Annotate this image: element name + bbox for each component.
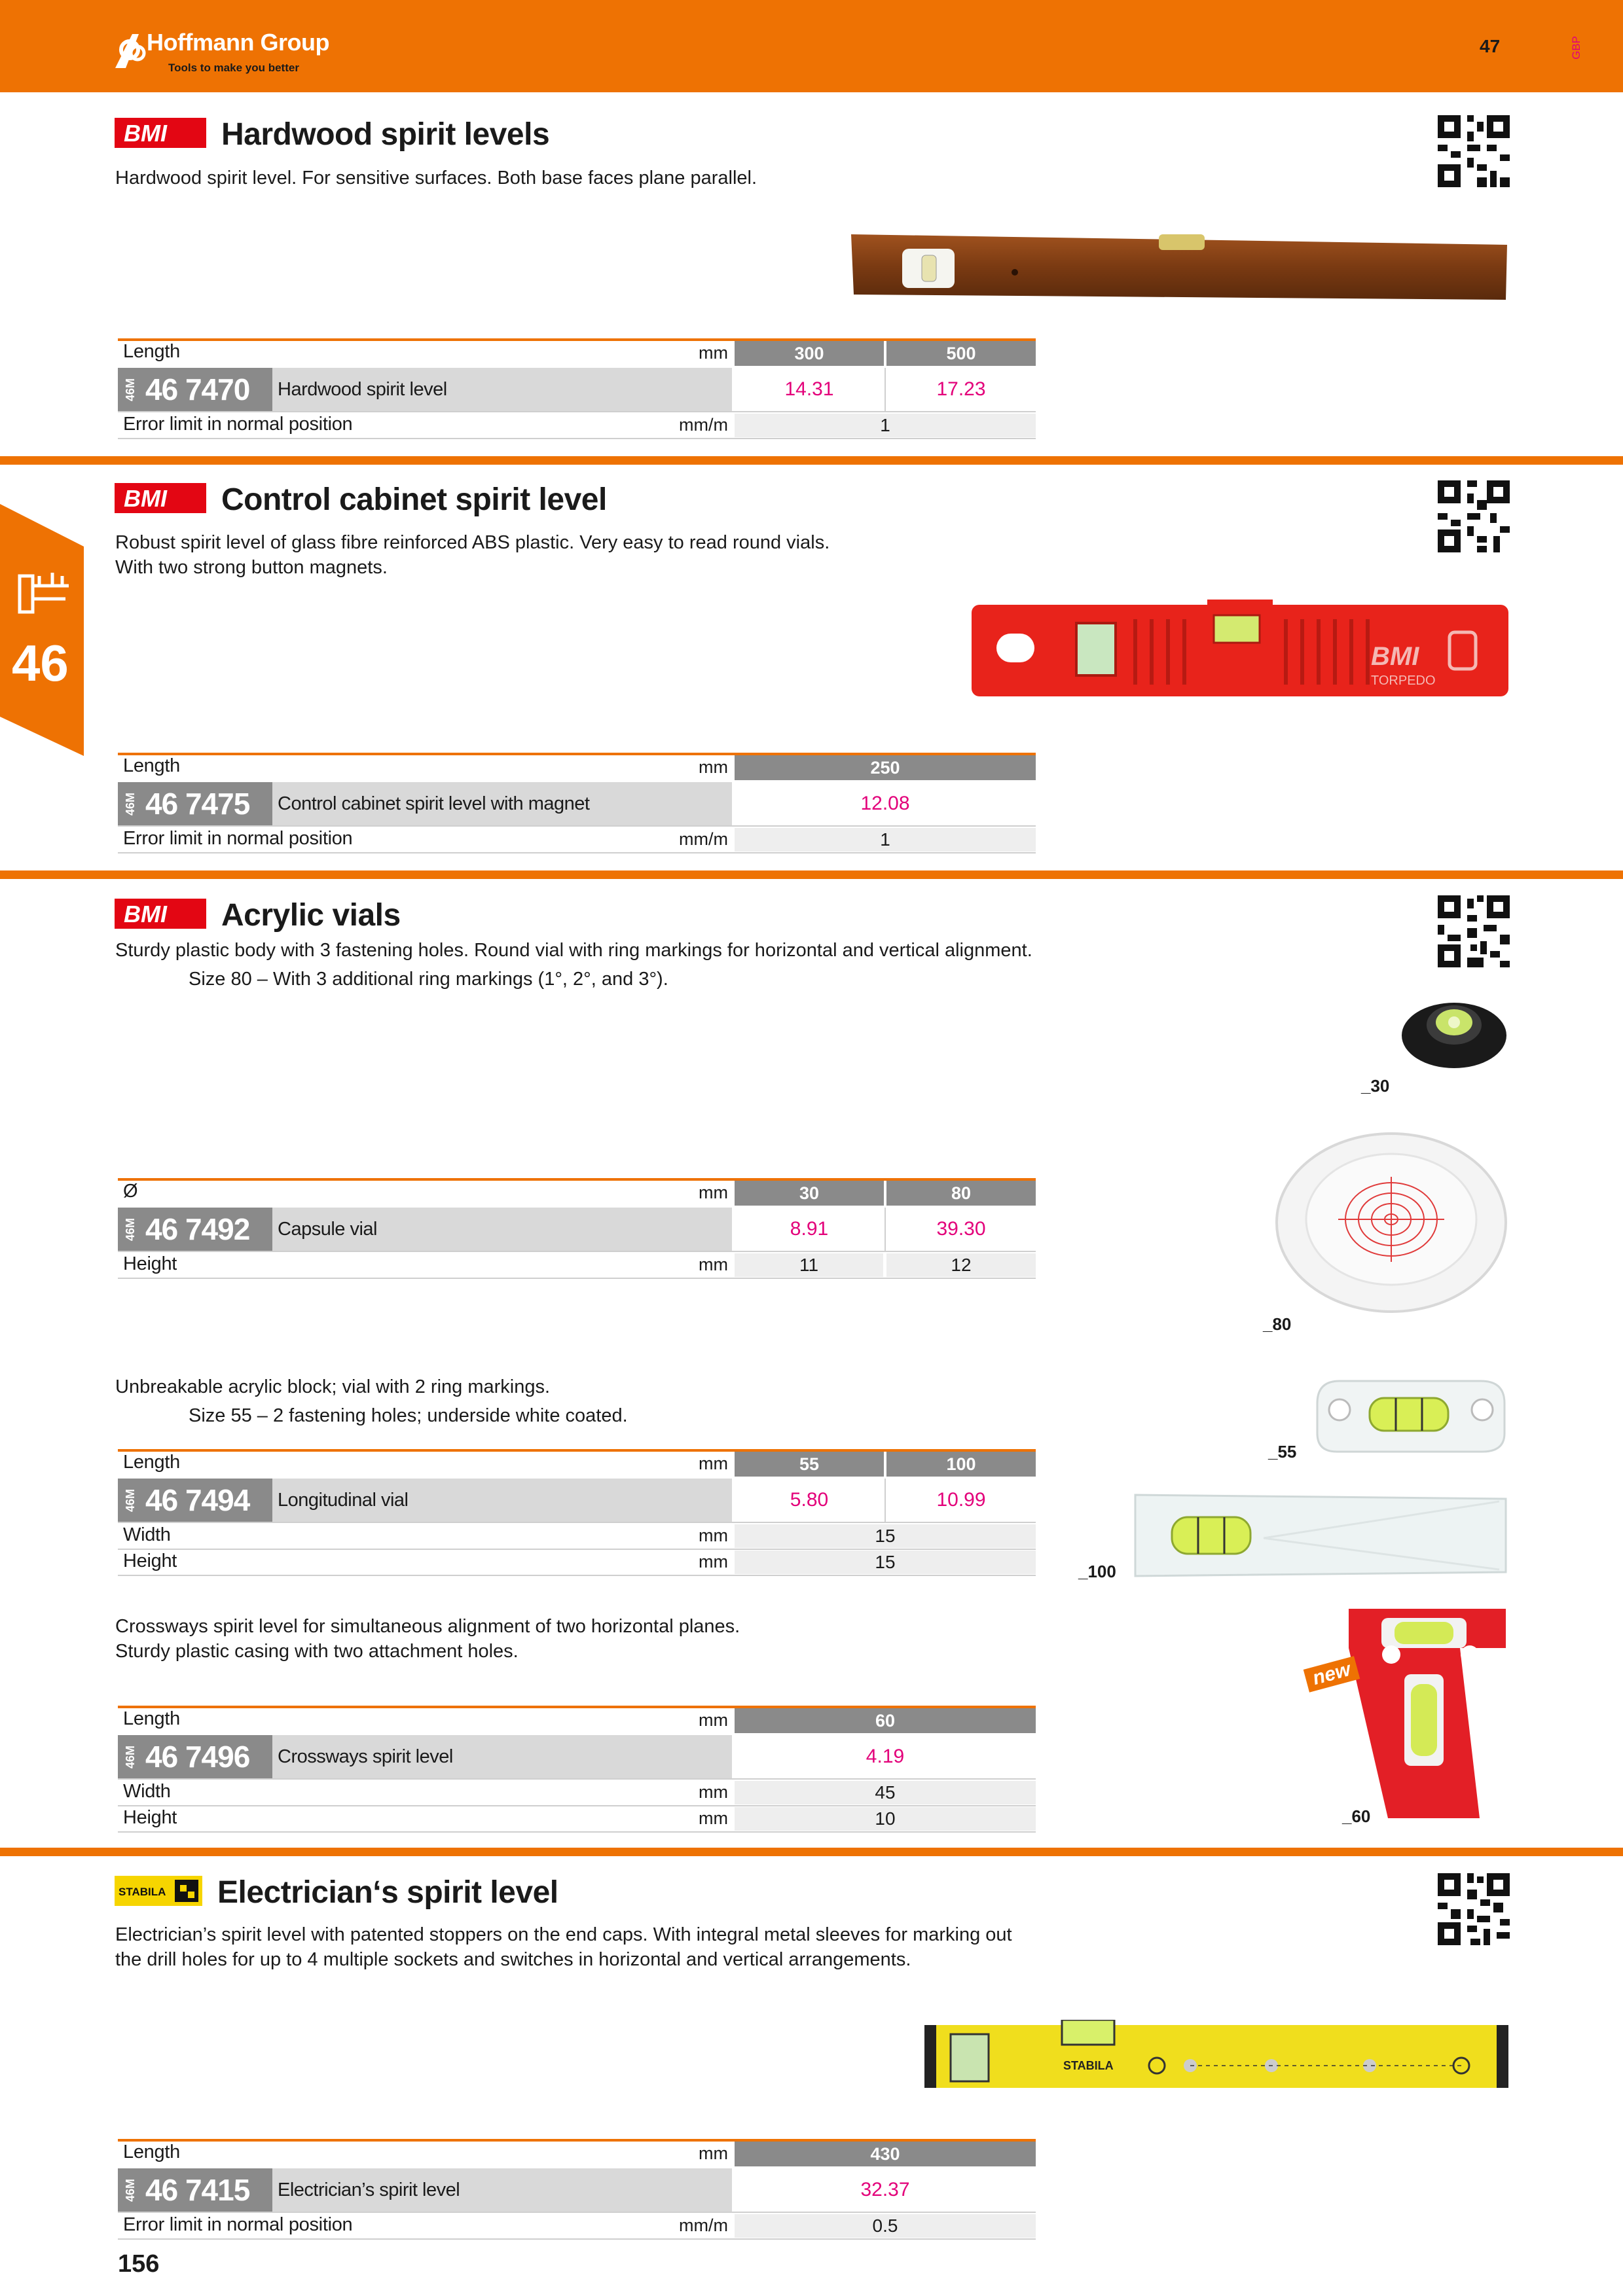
spec-unit: mm — [699, 1526, 728, 1545]
spec-value: 1 — [735, 828, 1036, 852]
svg-text:BMI: BMI — [1371, 642, 1419, 671]
column-header: 30 — [735, 1181, 884, 1206]
brand-tagline: Tools to make you better — [168, 62, 299, 74]
section-title: Control cabinet spirit level — [221, 482, 607, 517]
chapter-tab — [0, 504, 84, 756]
size-tag: _100 — [1078, 1562, 1116, 1581]
column-header: 80 — [886, 1181, 1036, 1206]
spec-label: Error limit in normal position — [123, 2214, 353, 2235]
section-description: With two strong button magnets. — [115, 557, 388, 578]
currency-label: GBP — [1570, 36, 1582, 60]
article-number[interactable]: 46 7492 — [145, 1212, 250, 1246]
code-prefix: 46M — [124, 1217, 137, 1241]
price[interactable]: 32.37 — [860, 2179, 910, 2200]
svg-text:BMI: BMI — [124, 120, 167, 147]
brand-name: Hoffmann Group — [147, 29, 329, 56]
section-title: Acrylic vials — [221, 898, 401, 933]
section-title: Electrician‘s spirit level — [217, 1875, 558, 1910]
spec-label: Height — [123, 1551, 177, 1571]
price[interactable]: 12.08 — [860, 793, 910, 814]
size-tag: _55 — [1268, 1442, 1297, 1462]
section-separator — [0, 870, 1623, 879]
spec-unit: mm/m — [679, 2215, 728, 2235]
section-description: Hardwood spirit level. For sensitive surfaces. Both base faces plane parallel. — [115, 168, 757, 188]
spec-value: 45 — [735, 1781, 1036, 1804]
size-tag: _60 — [1342, 1806, 1371, 1826]
spec-label: Length — [123, 2142, 180, 2162]
qr-code-icon[interactable] — [1438, 1873, 1510, 1945]
spec-unit: mm — [699, 1552, 728, 1571]
bmi-brand-icon — [115, 118, 206, 148]
spec-unit: mm — [699, 1454, 728, 1473]
spec-label: Width — [123, 1524, 171, 1545]
section-description: Crossways spirit level for simultaneous alignment of two horizontal planes. — [115, 1616, 740, 1637]
size-tag: _30 — [1361, 1076, 1390, 1096]
longitudinal-vial-100-image — [1133, 1492, 1508, 1579]
spec-unit: mm — [699, 1183, 728, 1202]
spec-unit: mm — [699, 757, 728, 777]
spec-label: Ø — [123, 1181, 138, 1202]
price[interactable]: 4.19 — [866, 1746, 905, 1767]
spec-label: Length — [123, 1452, 180, 1473]
crossways-level-image — [1303, 1609, 1510, 1825]
code-prefix: 46M — [124, 1488, 137, 1512]
size-tag: _80 — [1263, 1314, 1292, 1334]
spec-unit: mm — [699, 1255, 728, 1274]
bmi-brand-icon — [115, 899, 206, 929]
article-number[interactable]: 46 7470 — [145, 372, 250, 406]
column-header: 60 — [735, 1708, 1036, 1733]
spec-label: Width — [123, 1781, 171, 1802]
section-description: Sturdy plastic casing with two attachment holes. — [115, 1641, 519, 1662]
electrician-level-image — [924, 2020, 1508, 2092]
longitudinal-vial-55-image — [1311, 1377, 1507, 1456]
page-number-top: 47 — [1480, 36, 1501, 56]
hardwood-level-image — [851, 232, 1507, 300]
chapter-number: 46 — [12, 634, 69, 692]
code-prefix: 46M — [124, 378, 137, 401]
spec-unit: mm — [699, 343, 728, 363]
spec-value: 12 — [886, 1253, 1036, 1277]
article-number[interactable]: 46 7494 — [145, 1483, 250, 1517]
section-description: Sturdy plastic body with 3 fastening holes. Round vial with ring markings for horizontal and vertical alignment. — [115, 940, 1032, 961]
spec-value: 0.5 — [735, 2214, 1036, 2238]
section-description: Robust spirit level of glass fibre reinforced ABS plastic. Very easy to read round vials. — [115, 532, 830, 553]
bmi-brand-icon — [115, 483, 206, 513]
spec-label: Height — [123, 1253, 177, 1274]
spec-value: 15 — [735, 1551, 1036, 1574]
spec-unit: mm/m — [679, 829, 728, 849]
price[interactable]: 10.99 — [936, 1489, 986, 1511]
round-vial-30-image — [1398, 994, 1510, 1072]
svg-text:STABILA: STABILA — [119, 1886, 166, 1898]
spec-label: Height — [123, 1807, 177, 1828]
article-number[interactable]: 46 7415 — [145, 2173, 250, 2207]
price[interactable]: 39.30 — [936, 1218, 986, 1240]
code-prefix: 46M — [124, 792, 137, 816]
control-cabinet-level-image — [972, 600, 1508, 699]
price[interactable]: 17.23 — [936, 378, 986, 400]
section-description: Electrician’s spirit level with patented stoppers on the end caps. With integral metal sleeves for marking out — [115, 1924, 1012, 1945]
spec-unit: mm — [699, 2144, 728, 2163]
qr-code-icon[interactable] — [1438, 895, 1510, 967]
code-prefix: 46M — [124, 1745, 137, 1768]
new-badge: new — [1304, 1656, 1360, 1692]
section-description: Unbreakable acrylic block; vial with 2 ring markings. — [115, 1376, 551, 1397]
column-header: 250 — [735, 755, 1036, 780]
column-header: 100 — [886, 1452, 1036, 1477]
qr-code-icon[interactable] — [1438, 115, 1510, 187]
spec-value: 10 — [735, 1807, 1036, 1831]
section-separator — [0, 1848, 1623, 1856]
product-name: Hardwood spirit level — [278, 379, 447, 400]
article-number[interactable]: 46 7475 — [145, 787, 250, 821]
product-name: Crossways spirit level — [278, 1746, 453, 1767]
spec-label: Length — [123, 755, 180, 776]
spec-value: 15 — [735, 1524, 1036, 1548]
svg-text:BMI: BMI — [124, 485, 167, 512]
column-header: 300 — [735, 341, 884, 366]
spec-value: 11 — [735, 1253, 883, 1277]
product-name: Control cabinet spirit level with magnet — [278, 793, 590, 814]
column-header: 500 — [886, 341, 1036, 366]
section-description: Size 55 – 2 fastening holes; underside white coated. — [189, 1405, 628, 1426]
section-separator — [0, 456, 1623, 465]
svg-text:TORPEDO: TORPEDO — [1371, 673, 1436, 688]
price[interactable]: 14.31 — [784, 378, 834, 400]
column-header: 430 — [735, 2142, 1036, 2166]
svg-text:STABILA: STABILA — [1063, 2059, 1114, 2072]
stabila-brand-icon — [115, 1876, 202, 1906]
product-name: Electrician’s spirit level — [278, 2179, 460, 2200]
section-title: Hardwood spirit levels — [221, 117, 550, 152]
product-name: Longitudinal vial — [278, 1490, 409, 1511]
price[interactable]: 8.91 — [790, 1218, 829, 1240]
spec-label: Length — [123, 1708, 180, 1729]
article-number[interactable]: 46 7496 — [145, 1740, 250, 1774]
spec-unit: mm — [699, 1710, 728, 1730]
qr-code-icon[interactable] — [1438, 480, 1510, 552]
section-description: Size 80 – With 3 additional ring markings (1°, 2°, and 3°). — [189, 969, 668, 990]
spec-label: Error limit in normal position — [123, 828, 353, 849]
price[interactable]: 5.80 — [790, 1489, 829, 1511]
product-name: Capsule vial — [278, 1219, 377, 1240]
spec-unit: mm — [699, 1808, 728, 1828]
round-vial-80-image — [1273, 1131, 1510, 1314]
section-description: the drill holes for up to 4 multiple sockets and switches in horizontal and vertical arrangements. — [115, 1949, 911, 1970]
spec-unit: mm — [699, 1782, 728, 1802]
spec-label: Length — [123, 341, 180, 362]
spec-unit: mm/m — [679, 415, 728, 435]
column-header: 55 — [735, 1452, 884, 1477]
svg-text:BMI: BMI — [124, 901, 167, 927]
page-number-bottom: 156 — [118, 2250, 160, 2278]
spec-label: Error limit in normal position — [123, 414, 353, 435]
code-prefix: 46M — [124, 2178, 137, 2202]
spec-value: 1 — [735, 414, 1036, 437]
